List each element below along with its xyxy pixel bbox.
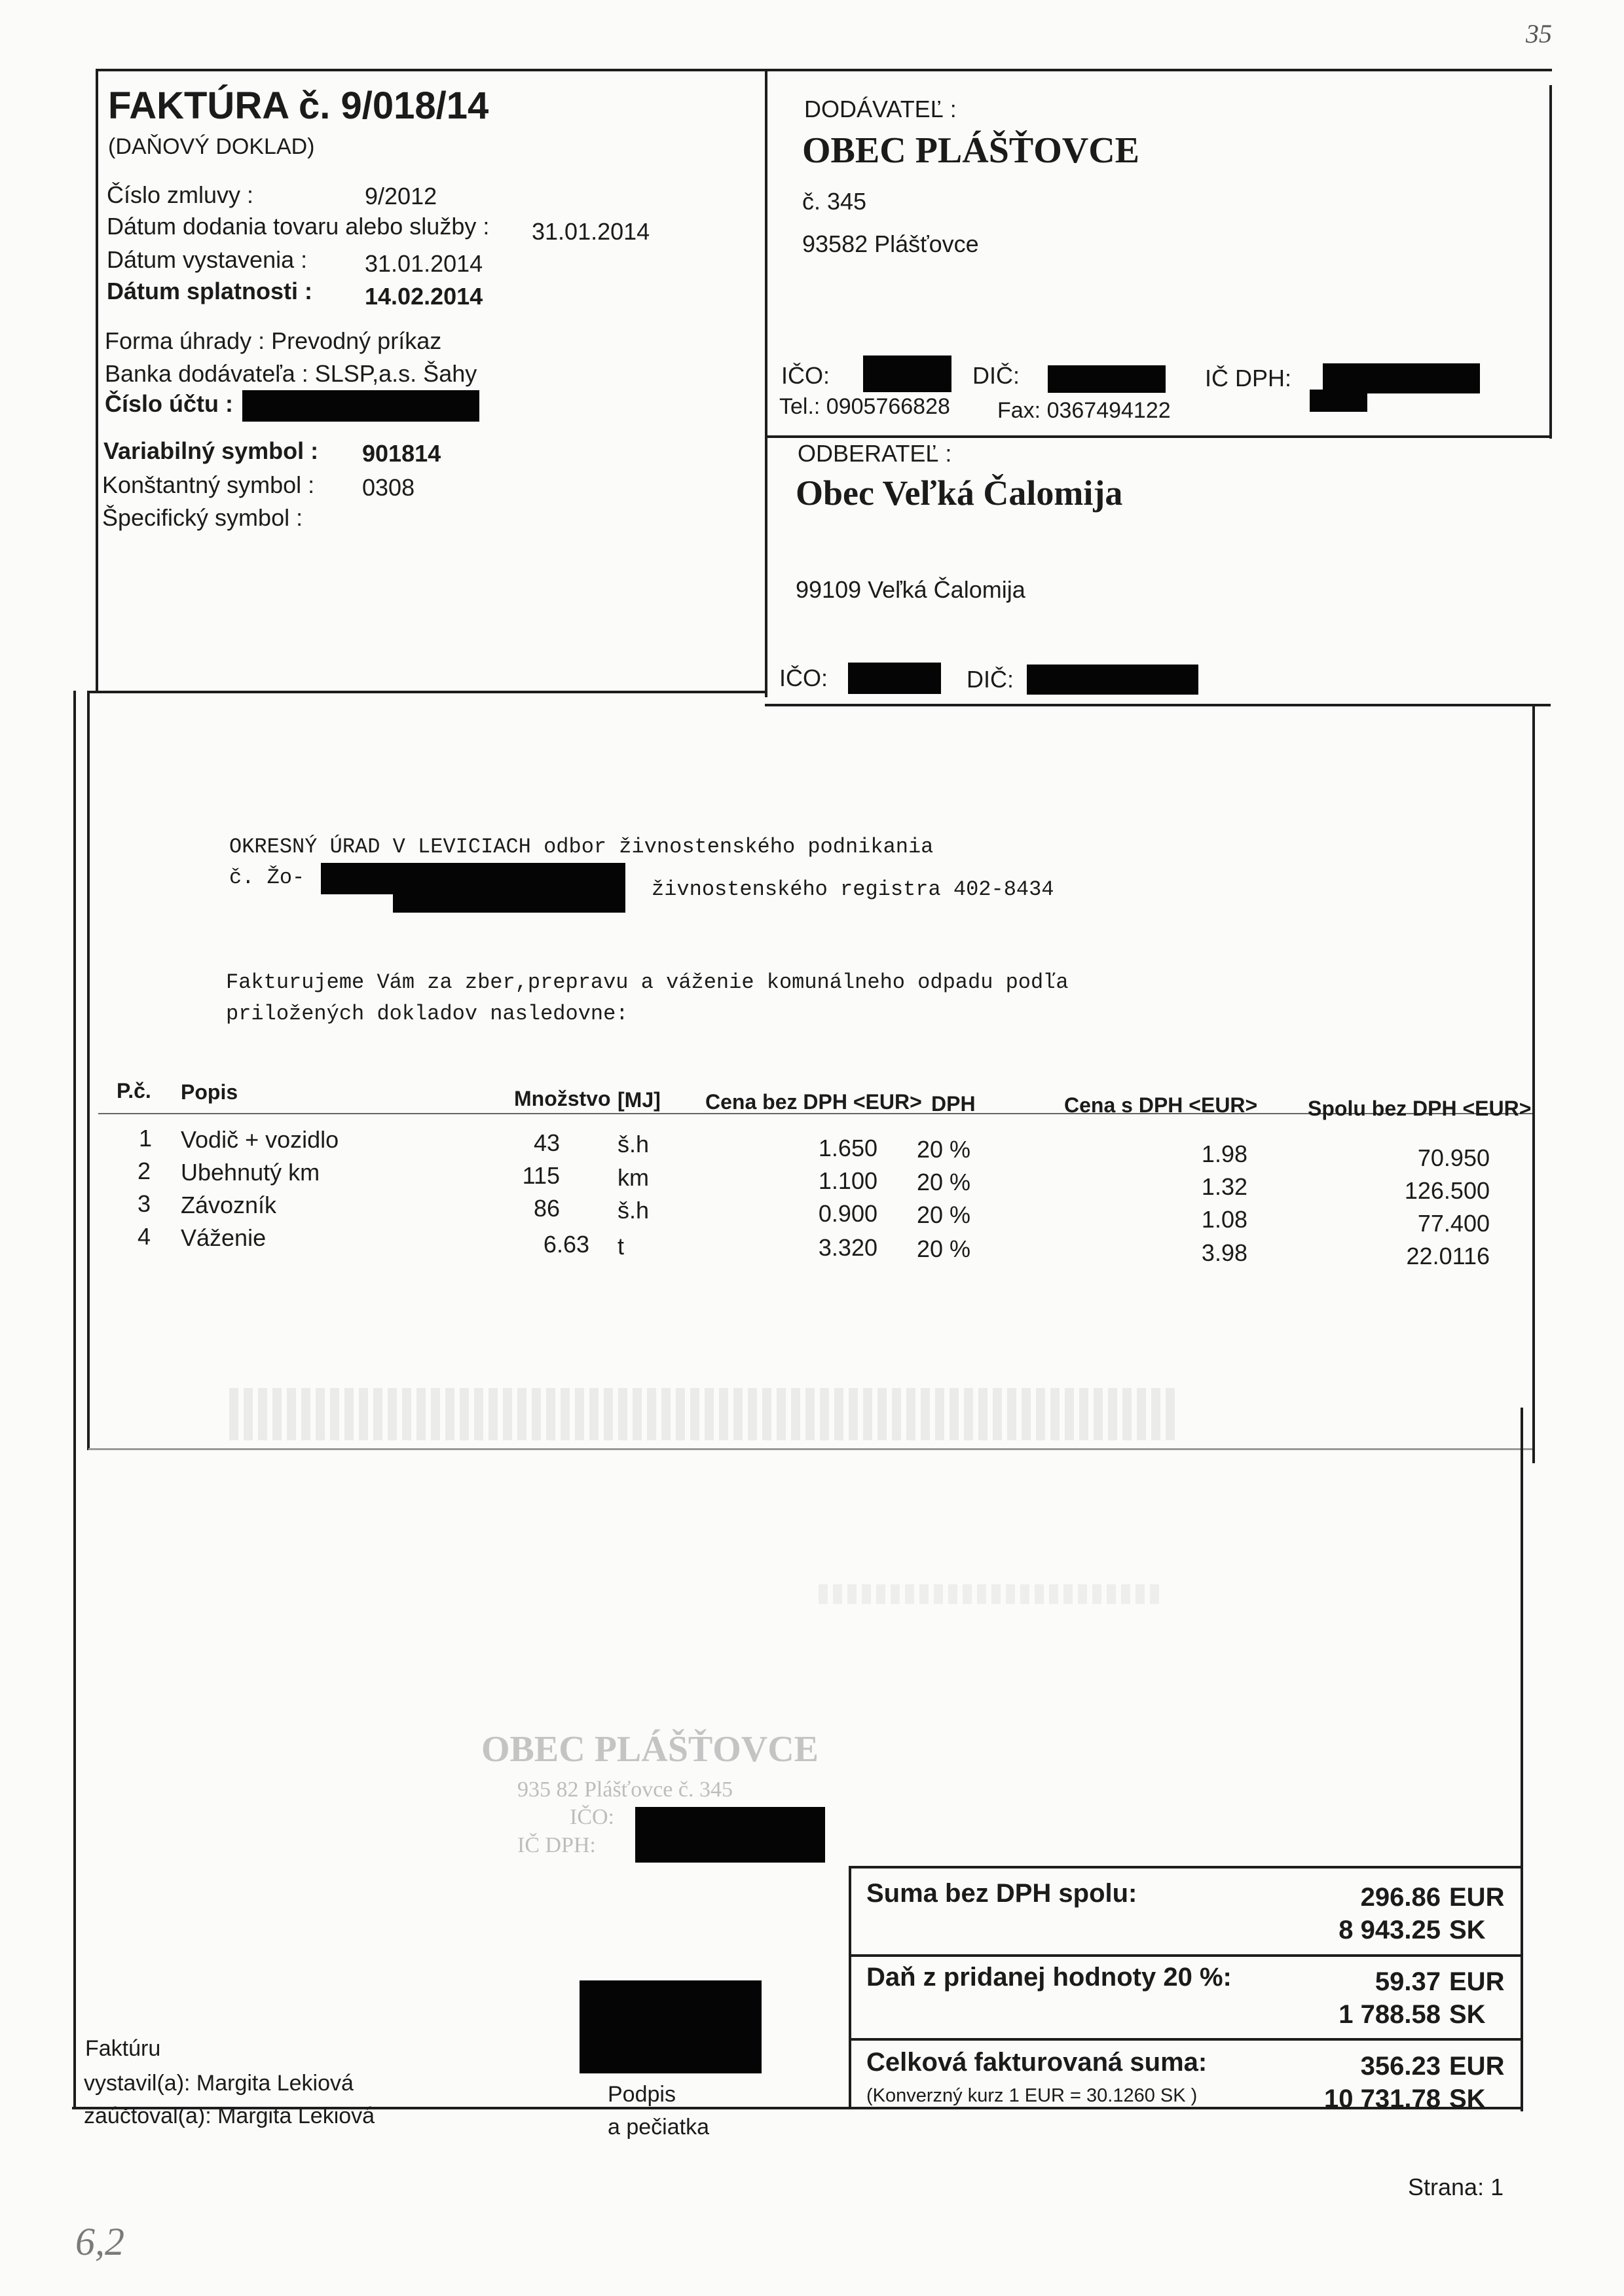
row-price: 1.100 [818,1167,877,1194]
contract-label: Číslo zmluvy : [107,181,254,208]
due-date-value: 14.02.2014 [365,283,483,310]
col-header-price: Cena bez DPH <EUR> [705,1090,922,1114]
row-number: 1 [139,1125,153,1152]
page-number: Strana: 1 [1408,2174,1504,2200]
invoice-subtitle: (DAŇOVÝ DOKLAD) [108,134,315,159]
row-quantity: 115 [522,1162,560,1189]
ghost-bleedthrough [229,1388,1179,1440]
booked-by: zaúčtoval(a): Margita Lekiová [84,2104,375,2128]
customer-ico-label: IČO: [779,665,828,691]
delivery-date-label: Dátum dodania tovaru alebo služby : [107,213,490,240]
trade-registry-line1: OKRESNÝ ÚRAD V LEVICIACH odbor živnostenského podnikania [229,835,934,859]
row-description: Ubehnutý km [181,1159,320,1186]
issued-by-heading: Faktúru [85,2036,161,2061]
customer-city: 99109 Veľká Čalomija [796,576,1025,603]
vat-total-eur-currency: EUR [1449,1967,1505,1996]
supplier-name: OBEC PLÁŠŤOVCE [802,130,1139,171]
supplier-heading: DODÁVATEĽ : [804,96,957,122]
col-header-qty: Množstvo [514,1087,611,1110]
signature-redaction [580,1980,762,2073]
customer-dic-label: DIČ: [967,666,1014,693]
stamp-icdph: IČ DPH: [517,1833,596,1857]
signature-label-2: a pečiatka [608,2115,709,2140]
stamp-ico: IČO: [570,1805,614,1829]
conversion-rate-note: (Konverzný kurz 1 EUR = 30.1260 SK ) [866,2085,1198,2106]
signature-label: Podpis [608,2082,676,2107]
supplier-ico-redaction [863,355,951,392]
row-total: 126.500 [1404,1177,1490,1204]
net-total-sk: 8 943.25 [1338,1916,1441,1944]
gross-total-label: Celková fakturovaná suma: [866,2048,1208,2077]
constant-symbol-value: 0308 [362,474,415,501]
row-price-vat: 1.98 [1201,1140,1247,1167]
row-unit: t [618,1233,625,1260]
row-number: 2 [138,1157,151,1184]
customer-ico-redaction [848,663,941,694]
gross-total-sk: 10 731.78 [1324,2085,1441,2113]
row-unit: š.h [618,1197,650,1224]
row-quantity: 6.63 [543,1231,589,1258]
constant-symbol-label: Konštantný symbol : [102,471,315,498]
row-total: 22.0116 [1406,1243,1490,1269]
net-total-eur-currency: EUR [1449,1883,1505,1912]
issued-by: vystavil(a): Margita Lekiová [84,2071,354,2096]
row-number: 4 [138,1223,151,1250]
contract-value: 9/2012 [365,183,437,210]
row-description: Vodič + vozidlo [181,1126,339,1153]
supplier-phone: Tel.: 0905766828 [779,394,950,419]
row-number: 3 [138,1190,151,1217]
col-header-unit: [MJ] [618,1088,661,1112]
row-description: Závozník [181,1192,277,1218]
col-header-desc: Popis [181,1080,238,1104]
supplier-icdph-redaction-tail [1310,390,1367,412]
net-total-sk-currency: SK [1449,1916,1486,1944]
customer-name: Obec Veľká Čalomija [796,473,1123,513]
variable-symbol-value: 901814 [362,440,441,467]
row-price-vat: 3.98 [1201,1239,1247,1266]
row-unit: km [618,1164,649,1191]
account-number-redaction [242,390,479,422]
row-total: 70.950 [1417,1144,1490,1171]
row-price: 0.900 [818,1200,877,1227]
supplier-bank: Banka dodávateľa : SLSP,a.s. Šahy [105,360,477,387]
trade-registry-number-redaction-2 [393,884,625,913]
supplier-ico-label: IČO: [781,362,830,389]
supplier-icdph-label: IČ DPH: [1205,365,1292,392]
net-total-label: Suma bez DPH spolu: [866,1879,1137,1908]
customer-dic-redaction [1027,665,1198,695]
row-price: 3.320 [818,1234,877,1261]
trade-registry-suffix: živnostenského registra 402-8434 [652,877,1054,902]
col-header-pc: P.č. [117,1079,151,1102]
supplier-fax: Fax: 0367494122 [997,398,1171,423]
stamp-address: 935 82 Plášťovce č. 345 [517,1777,733,1802]
intro-line2: priložených dokladov nasledovne: [226,1002,629,1026]
vat-total-sk-currency: SK [1449,2000,1486,2029]
specific-symbol-label: Špecifický symbol : [102,504,303,531]
row-vat: 20 % [917,1169,971,1195]
net-total-eur: 296.86 [1360,1883,1441,1912]
supplier-dic-redaction [1048,365,1166,393]
customer-heading: ODBERATEĽ : [798,440,952,467]
ghost-bleedthrough [819,1584,1159,1604]
delivery-date-value: 31.01.2014 [532,218,650,245]
intro-line1: Fakturujeme Vám za zber,prepravu a váženie komunálneho odpadu podľa [226,970,1069,994]
col-header-price-vat: Cena s DPH <EUR> [1064,1093,1258,1117]
supplier-street: č. 345 [802,188,867,215]
col-header-vat: DPH [931,1092,976,1116]
account-number-label: Číslo účtu : [105,390,233,417]
row-total: 77.400 [1417,1210,1490,1237]
row-unit: š.h [618,1131,650,1157]
handwritten-page-mark: 35 [1526,19,1552,48]
row-quantity: 86 [533,1195,560,1222]
row-vat: 20 % [917,1136,971,1163]
row-price-vat: 1.32 [1201,1173,1247,1200]
issue-date-label: Dátum vystavenia : [107,246,308,273]
stamp-name: OBEC PLÁŠŤOVCE [481,1729,819,1770]
trade-registry-prefix: č. Žo- [229,866,305,890]
stamp-redaction [635,1807,825,1863]
issue-date-value: 31.01.2014 [365,250,483,277]
gross-total-eur-currency: EUR [1449,2052,1505,2081]
row-description: Váženie [181,1224,267,1251]
variable-symbol-label: Variabilný symbol : [103,437,319,464]
row-quantity: 43 [533,1129,560,1156]
row-vat: 20 % [917,1235,971,1262]
vat-total-label: Daň z pridanej hodnoty 20 %: [866,1963,1232,1992]
vat-total-eur: 59.37 [1375,1967,1441,1996]
col-header-total: Spolu bez DPH <EUR> [1308,1097,1532,1120]
row-price: 1.650 [818,1135,877,1161]
supplier-dic-label: DIČ: [972,362,1020,389]
vat-total-sk: 1 788.58 [1338,2000,1441,2029]
supplier-city: 93582 Plášťovce [802,230,979,257]
gross-total-eur: 356.23 [1360,2052,1441,2081]
gross-total-sk-currency: SK [1449,2085,1486,2113]
row-vat: 20 % [917,1201,971,1228]
due-date-label: Dátum splatnosti : [107,278,313,304]
row-price-vat: 1.08 [1201,1206,1247,1233]
payment-form: Forma úhrady : Prevodný príkaz [105,327,442,354]
invoice-title: FAKTÚRA č. 9/018/14 [108,84,489,127]
handwritten-note: 6,2 [75,2220,124,2263]
